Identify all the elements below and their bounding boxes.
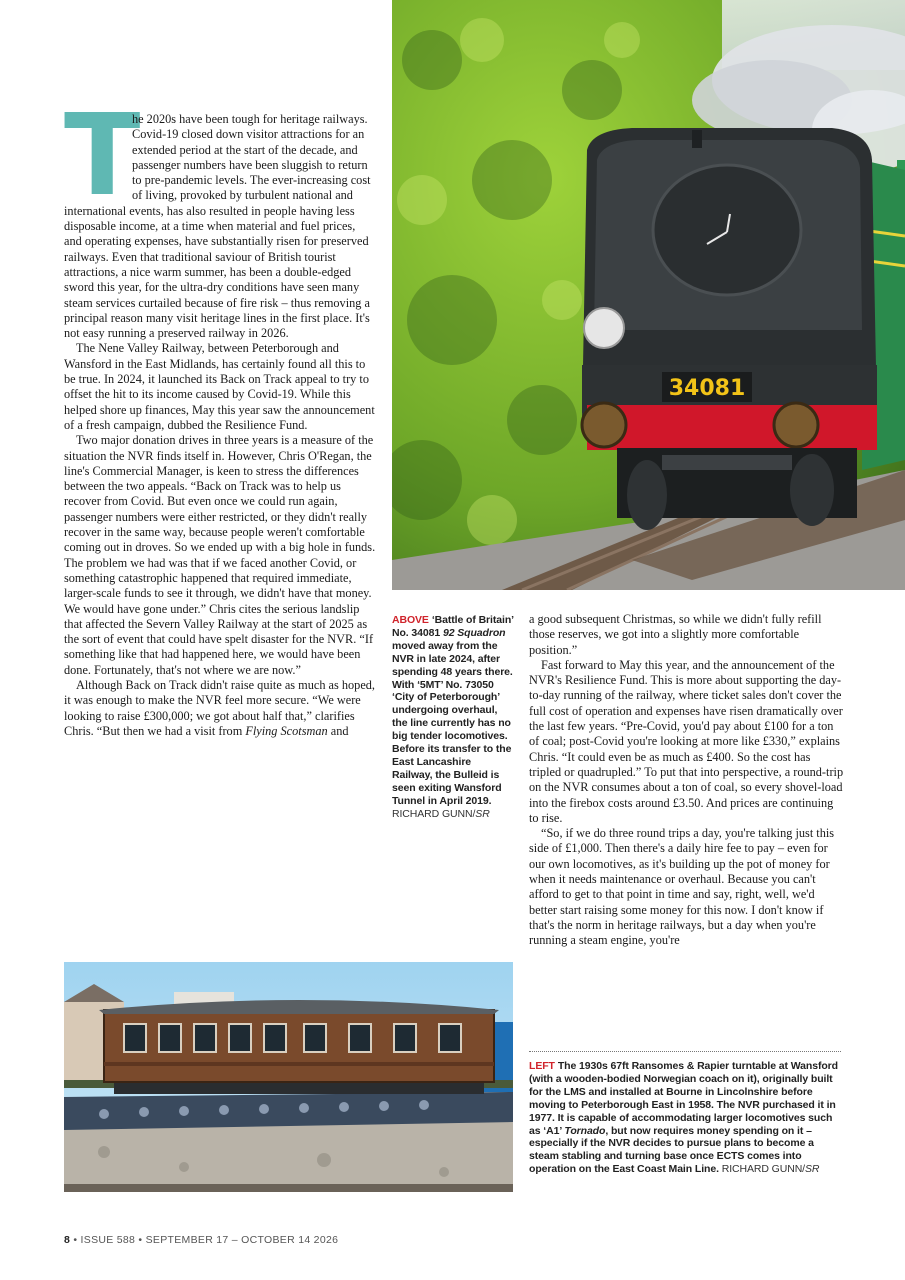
photo-credit-left: RICHARD GUNN/SR [721, 1163, 820, 1176]
article-paragraph-7: “So, if we do three round trips a day, you're talking just this side of £1,000. Then there's a daily hire fee to pay – even for our own locomotives, as it's building up the pot of money for when it needs maintenance or overhaul. Because you can't afford to get to that point in time and say, right, well, we'd better start raising some money for this now. I don't know if that's the norm in heritage railways, but a day when you're running a steam engine, you're [529, 826, 835, 948]
page-number: 8 [64, 1234, 71, 1246]
caption-divider [529, 1051, 841, 1052]
page-footer [64, 1234, 338, 1246]
caption-tag-left: LEFT [529, 1060, 555, 1072]
article-paragraph-2: The Nene Valley Railway, between Peterborough and Wansford in the East Midlands, has certainly found all this to be true. In 2024, it launched its Back on Track appeal to try to offset the hit to its income caused by Covid-19. While this helped shore up finances, May this year saw the announcement of a fresh campaign, dubbed the Resilience Fund. [64, 341, 375, 432]
article-column-right [529, 612, 844, 949]
drop-cap: T [64, 91, 141, 221]
caption-above: ABOVE ‘Battle of Britain’ No. 34081 92 Squadron moved away from the NVR in late 2024, after spending 48 years there. With ‘5MT’ No. 73050 ‘City of Peterborough’ undergoing overhaul, the line currently has no big tender locomotives. Before its transfer to the East Lancashire Railway, the Bulleid is seen exiting Wansford Tunnel in April 2019. RICHARD GUNN/SR [392, 614, 514, 820]
turntable-illustration [64, 962, 513, 1192]
article-paragraph-3: Two major donation drives in three years is a measure of the situation the NVR finds itself in. However, Chris O'Regan, the line's Commercial Manager, is keen to stress the differences between the two appeals. “Back on Track was to help us recover from Covid. But even once we could run again, passenger numbers were either restricted, or they didn't really recover in the same way, because people weren't comfortable coming out in droves. So we ended up with a big hole in funds. The problem we had was that if we faced another Covid, or something catastrophic happened that required immediate, larger-scale funds to see it through, we didn't have that money. We would have gone under.” Chris cites the serious landslip that affected the Severn Valley Railway at the start of 2025 as the sort of event that could have spelt disaster for the NVR. “If something like that had happened here, we would have been done. Fortunately, that's not where we are now.” [64, 433, 376, 677]
issue-info: • ISSUE 588 • SEPTEMBER 17 – OCTOBER 14 2026 [70, 1234, 339, 1246]
article-paragraph-5: a good subsequent Christmas, so while we didn't fully refill those reserves, we got into a slightly more comfortable position.” [529, 612, 822, 657]
article-column-left [64, 91, 376, 739]
article-paragraph-4: Although Back on Track didn't raise quite as much as hoped, it was enough to make the NVR feel more secure. “We were looking to raise £300,000; we got about half that,” clarifies Chris. “But then we had a visit from Flying Scotsman and [64, 677, 376, 738]
caption-tag-above: ABOVE [392, 614, 429, 626]
turntable-photo [64, 962, 513, 1192]
article-paragraph-6: Fast forward to May this year, and the announcement of the NVR's Resilience Fund. This is more about supporting the day-to-day running of the railway, where ticket sales don't cover the full cost of operation and expenses have risen dramatically over the last few years. “Pre-Covid, you'd pay about £100 for a ton of coal; post-Covid you're looking at more like £330,” explains Chris. “It could even be as much as £400. So the cost has tripled or quadrupled.” To put that into perspective, a round-trip on the NVR consumes about a ton of coal, so every shovel-load into the firebox costs around £3.50. And prices are continuing to rise. [529, 657, 844, 825]
locomotive-number: 34081 [668, 376, 746, 401]
locomotive-illustration [392, 0, 905, 590]
locomotive-photo [392, 0, 905, 590]
caption-left: LEFT The 1930s 67ft Ransomes & Rapier turntable at Wansford (with a wooden-bodied Norwegian coach on it), originally built for the LMS and installed at Bourne in Lincolnshire before moving to Peterborough East in 1958. The NVR purchased it in 1977. It is capable of accommodating larger locomotives such as ‘A1’ Tornado, but now requires money spending on it – especially if the NVR decides to pursue plans to become a steam stabling and turning base once ECTS comes into operation on the East Coast Main Line. RICHARD GUNN/SR [529, 1060, 838, 1176]
article-paragraph-1: he 2020s have been tough for heritage railways. Covid-19 closed down visitor attractions for an extended period at the start of the decade, and passenger numbers have been sluggish to return to pre-pandemic levels. The ever-increasing cost of living, provoked by turbulent national and international events, has also resulted in people having less disposable income, at a time when material and fuel prices, and operating expenses, have substantially risen for preserved railways. Even that traditional saviour of British tourist attractions, a nice warm summer, has been a double-edged sword this year, for the ultra-dry conditions have seen many steam services curtailed because of fire risk – thus removing a principal reason many visit heritage lines in the first place. It's not easy running a preserved railway in 2026. [64, 112, 371, 341]
photo-credit-above: RICHARD GUNN/SR [392, 807, 490, 820]
italic-title: Flying Scotsman [245, 723, 328, 738]
